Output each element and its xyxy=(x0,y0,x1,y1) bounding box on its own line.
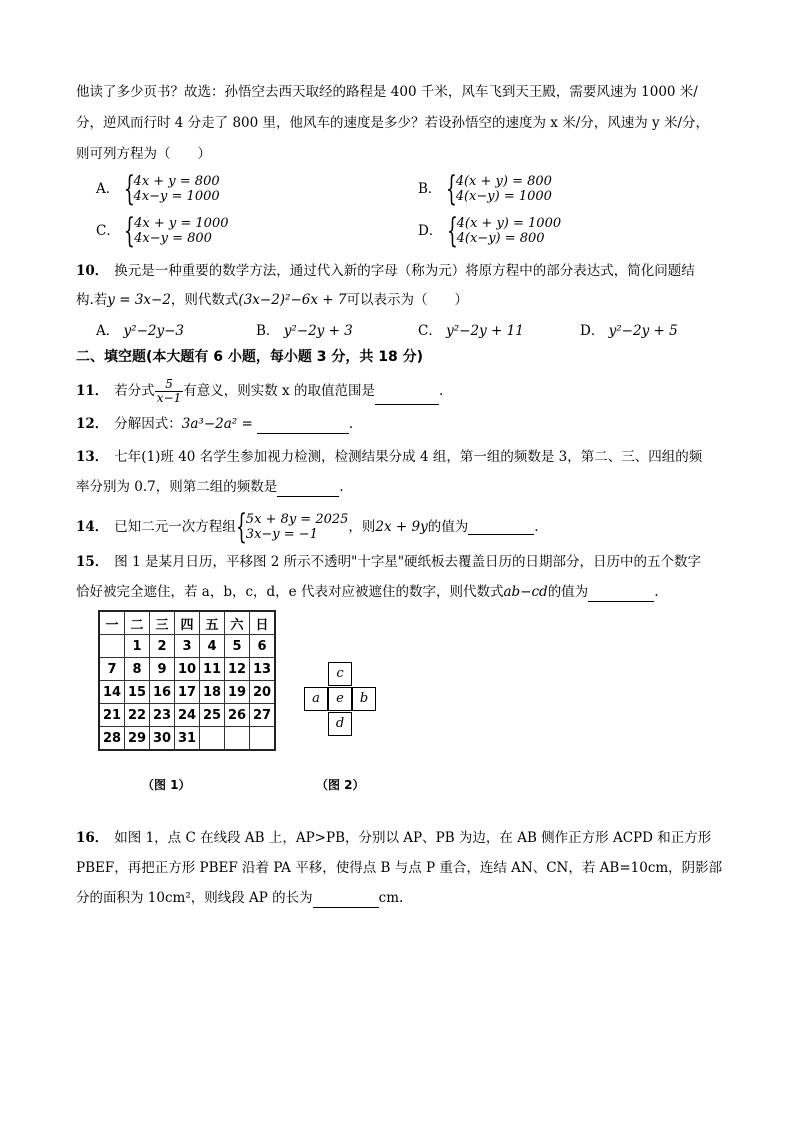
question-number: 11． xyxy=(76,383,109,399)
question-text: 换元是一种重要的数学方法，通过代入新的字母（称为元）将原方程中的部分表达式，简化问题结 xyxy=(114,263,695,279)
cross-figure xyxy=(302,662,380,738)
answer-blank[interactable] xyxy=(313,892,379,908)
calendar-row xyxy=(99,635,275,658)
question-number: 14． xyxy=(76,519,109,535)
equation: 4x−y = 1000 xyxy=(133,189,220,204)
option-label: D． xyxy=(580,323,605,339)
equation: 4x−y = 800 xyxy=(134,231,212,246)
equation: 4(x + y) = 1000 xyxy=(456,216,562,231)
equation: 3x−y = −1 xyxy=(245,527,318,542)
question-text: 分解因式： xyxy=(114,416,182,432)
q9-option-d xyxy=(418,211,562,251)
q15-line2 xyxy=(76,582,754,602)
date-cell: 20 xyxy=(250,681,276,704)
cross-cell-c: c xyxy=(328,662,352,686)
question-text: 可以表示为（ ） xyxy=(346,292,468,308)
weekday-cell: 三 xyxy=(150,611,175,635)
answer-blank[interactable] xyxy=(257,418,349,434)
weekday-cell: 五 xyxy=(200,611,225,635)
date-cell: 5 xyxy=(225,635,250,658)
option-label: A． xyxy=(96,181,120,197)
q9-option-b xyxy=(418,169,552,209)
q9-line3: 则可列方程为（ ） xyxy=(76,146,211,162)
q16-line2: PBEF，再把正方形 PBEF 沿着 PA 平移，使得点 B 与点 P 重合，连结 AN、CN，若 AB=10cm，阴影部 xyxy=(76,860,723,876)
date-cell xyxy=(99,635,125,658)
figure1-caption: （图 1） xyxy=(142,778,191,792)
q9-line1: 他读了多少页书？故选：孙悟空去西天取经的路程是 400 千米，风车飞到天王殿，需要风速为 1000 米/ xyxy=(76,84,698,100)
option-text: y²−2y + 5 xyxy=(608,323,678,339)
cross-cell-a: a xyxy=(304,687,328,711)
punctuation: . xyxy=(438,383,444,399)
calendar-row xyxy=(99,704,275,727)
q10-option-c xyxy=(418,323,524,339)
option-text: y²−2y + 11 xyxy=(446,323,524,339)
calendar-row xyxy=(99,727,275,751)
date-cell: 6 xyxy=(250,635,276,658)
date-cell: 16 xyxy=(150,681,175,704)
question-text: cm. xyxy=(378,890,404,906)
date-cell: 15 xyxy=(125,681,150,704)
q11-line xyxy=(76,378,754,405)
answer-blank[interactable] xyxy=(375,389,439,405)
cross-cell-b: b xyxy=(352,687,376,711)
fraction-numerator: 5 xyxy=(155,378,183,392)
question-text: 的值为 xyxy=(427,519,469,535)
q13-line2 xyxy=(76,477,754,497)
question-text: 已知二元一次方程组 xyxy=(114,519,236,535)
option-label: A． xyxy=(96,323,120,339)
q13-line1 xyxy=(76,447,754,467)
figure2-caption: （图 2） xyxy=(316,778,365,792)
date-cell: 22 xyxy=(125,704,150,727)
answer-blank[interactable] xyxy=(588,586,654,602)
date-cell: 26 xyxy=(225,704,250,727)
weekday-cell: 六 xyxy=(225,611,250,635)
punctuation: . xyxy=(534,519,539,535)
calendar-table xyxy=(98,610,276,751)
q10-option-a xyxy=(96,323,184,339)
date-cell: 10 xyxy=(175,658,200,681)
date-cell: 13 xyxy=(250,658,276,681)
q16-line1 xyxy=(76,828,754,848)
q15-line1 xyxy=(76,552,754,572)
fraction xyxy=(155,378,183,405)
date-cell: 17 xyxy=(175,681,200,704)
section-heading: 二、填空题(本大题有 6 小题，每小题 3 分，共 18 分) xyxy=(76,349,424,365)
q12-line xyxy=(76,414,754,434)
math-expression: y = 3x−2 xyxy=(107,292,171,308)
date-cell: 29 xyxy=(125,727,150,751)
option-text: y²−2y−3 xyxy=(123,323,185,339)
equation: 4(x−y) = 800 xyxy=(456,231,545,246)
q10-option-b xyxy=(256,323,353,339)
option-label: C． xyxy=(96,223,120,239)
option-text: y²−2y + 3 xyxy=(283,323,353,339)
equation-system: { 4(x + y) = 800 4(x−y) = 1000 xyxy=(445,169,552,209)
date-cell xyxy=(200,727,225,751)
question-number: 16． xyxy=(76,830,109,846)
weekday-cell: 四 xyxy=(175,611,200,635)
question-text: 构.若 xyxy=(76,292,108,308)
question-text: 图 1 是某月日历，平移图 2 所示不透明"十字星"硬纸板去覆盖日历的日期部分，日历中的五个数字 xyxy=(114,554,702,570)
date-cell: 25 xyxy=(200,704,225,727)
weekday-cell: 二 xyxy=(125,611,150,635)
question-text: 率分别为 0.7，则第二组的频数是 xyxy=(76,479,278,495)
q9-option-c xyxy=(96,211,229,251)
q10-line1 xyxy=(76,261,754,281)
equation-system: { 4(x + y) = 1000 4(x−y) = 800 xyxy=(446,211,562,251)
question-number: 12． xyxy=(76,416,109,432)
punctuation: . xyxy=(654,584,659,600)
equation: 4(x−y) = 1000 xyxy=(455,189,552,204)
date-cell: 2 xyxy=(150,635,175,658)
calendar-figure xyxy=(98,610,276,751)
question-text: 分的面积为 10cm²，则线段 AP 的长为 xyxy=(76,890,313,906)
date-cell: 24 xyxy=(175,704,200,727)
equation-system: { 4x + y = 800 4x−y = 1000 xyxy=(123,169,220,209)
date-cell: 27 xyxy=(250,704,276,727)
date-cell: 1 xyxy=(125,635,150,658)
option-label: D． xyxy=(418,223,443,239)
equation: 4(x + y) = 800 xyxy=(455,174,552,189)
math-expression: 3a³−2a² = xyxy=(181,416,253,432)
date-cell: 18 xyxy=(200,681,225,704)
fraction-denominator: x−1 xyxy=(156,391,182,405)
date-cell: 19 xyxy=(225,681,250,704)
question-number: 10． xyxy=(76,263,109,279)
date-cell: 7 xyxy=(99,658,125,681)
calendar-row xyxy=(99,658,275,681)
date-cell: 30 xyxy=(150,727,175,751)
math-expression: 2x + 9y xyxy=(375,519,428,535)
punctuation: . xyxy=(339,479,344,495)
date-cell: 31 xyxy=(175,727,200,751)
question-text: ，则代数式 xyxy=(170,292,239,308)
date-cell: 4 xyxy=(200,635,225,658)
q10-option-d xyxy=(580,323,678,339)
calendar-row xyxy=(99,681,275,704)
question-text: 如图 1，点 C 在线段 AB 上，AP>PB，分别以 AP、PB 为边，在 AB 侧作正方形 ACPD 和正方形 xyxy=(114,830,712,846)
date-cell: 9 xyxy=(150,658,175,681)
question-text: 恰好被完全遮住，若 a，b，c，d，e 代表对应被遮住的数字，则代数式 xyxy=(76,584,504,600)
answer-blank[interactable] xyxy=(277,481,339,497)
q16-line3 xyxy=(76,888,754,908)
date-cell xyxy=(225,727,250,751)
math-expression: ab−cd xyxy=(503,584,548,600)
date-cell: 23 xyxy=(150,704,175,727)
question-text: 有意义，则实数 x 的取值范围是 xyxy=(183,383,375,399)
cross-cell-e: e xyxy=(328,687,352,711)
question-text: 若分式 xyxy=(114,383,155,399)
option-label: B． xyxy=(418,181,442,197)
math-expression: (3x−2)²−6x + 7 xyxy=(238,292,347,308)
option-label: B． xyxy=(256,323,280,339)
weekday-cell: 日 xyxy=(250,611,276,635)
equation: 5x + 8y = 2025 xyxy=(245,512,349,527)
q10-line2 xyxy=(76,290,754,310)
date-cell xyxy=(250,727,276,751)
cross-cell-d: d xyxy=(328,712,352,736)
answer-blank[interactable] xyxy=(468,519,534,535)
q9-line2: 分，逆风而行时 4 分走了 800 里，他风车的速度是多少？若设孙悟空的速度为 x 米/分，风速为 y 米/分， xyxy=(76,115,710,131)
date-cell: 21 xyxy=(99,704,125,727)
equation: 4x + y = 800 xyxy=(133,174,220,189)
date-cell: 12 xyxy=(225,658,250,681)
date-cell: 14 xyxy=(99,681,125,704)
question-number: 13． xyxy=(76,449,109,465)
equation: 4x + y = 1000 xyxy=(134,216,229,231)
question-text: 七年(1)班 40 名学生参加视力检测，检测结果分成 4 组，第一组的频数是 3，第二、三、四组的频 xyxy=(114,449,703,465)
weekday-cell: 一 xyxy=(99,611,125,635)
question-number: 15． xyxy=(76,554,109,570)
q14-line xyxy=(76,507,754,547)
calendar-header-row xyxy=(99,611,275,635)
date-cell: 28 xyxy=(99,727,125,751)
date-cell: 11 xyxy=(200,658,225,681)
option-label: C． xyxy=(418,323,442,339)
q9-option-a xyxy=(96,169,220,209)
date-cell: 3 xyxy=(175,635,200,658)
punctuation: . xyxy=(348,416,354,432)
equation-system: { 4x + y = 1000 4x−y = 800 xyxy=(124,211,229,251)
question-text: 的值为 xyxy=(547,584,589,600)
equation-system: { 5x + 8y = 2025 3x−y = −1 xyxy=(235,507,349,547)
question-text: ，则 xyxy=(348,519,376,535)
date-cell: 8 xyxy=(125,658,150,681)
